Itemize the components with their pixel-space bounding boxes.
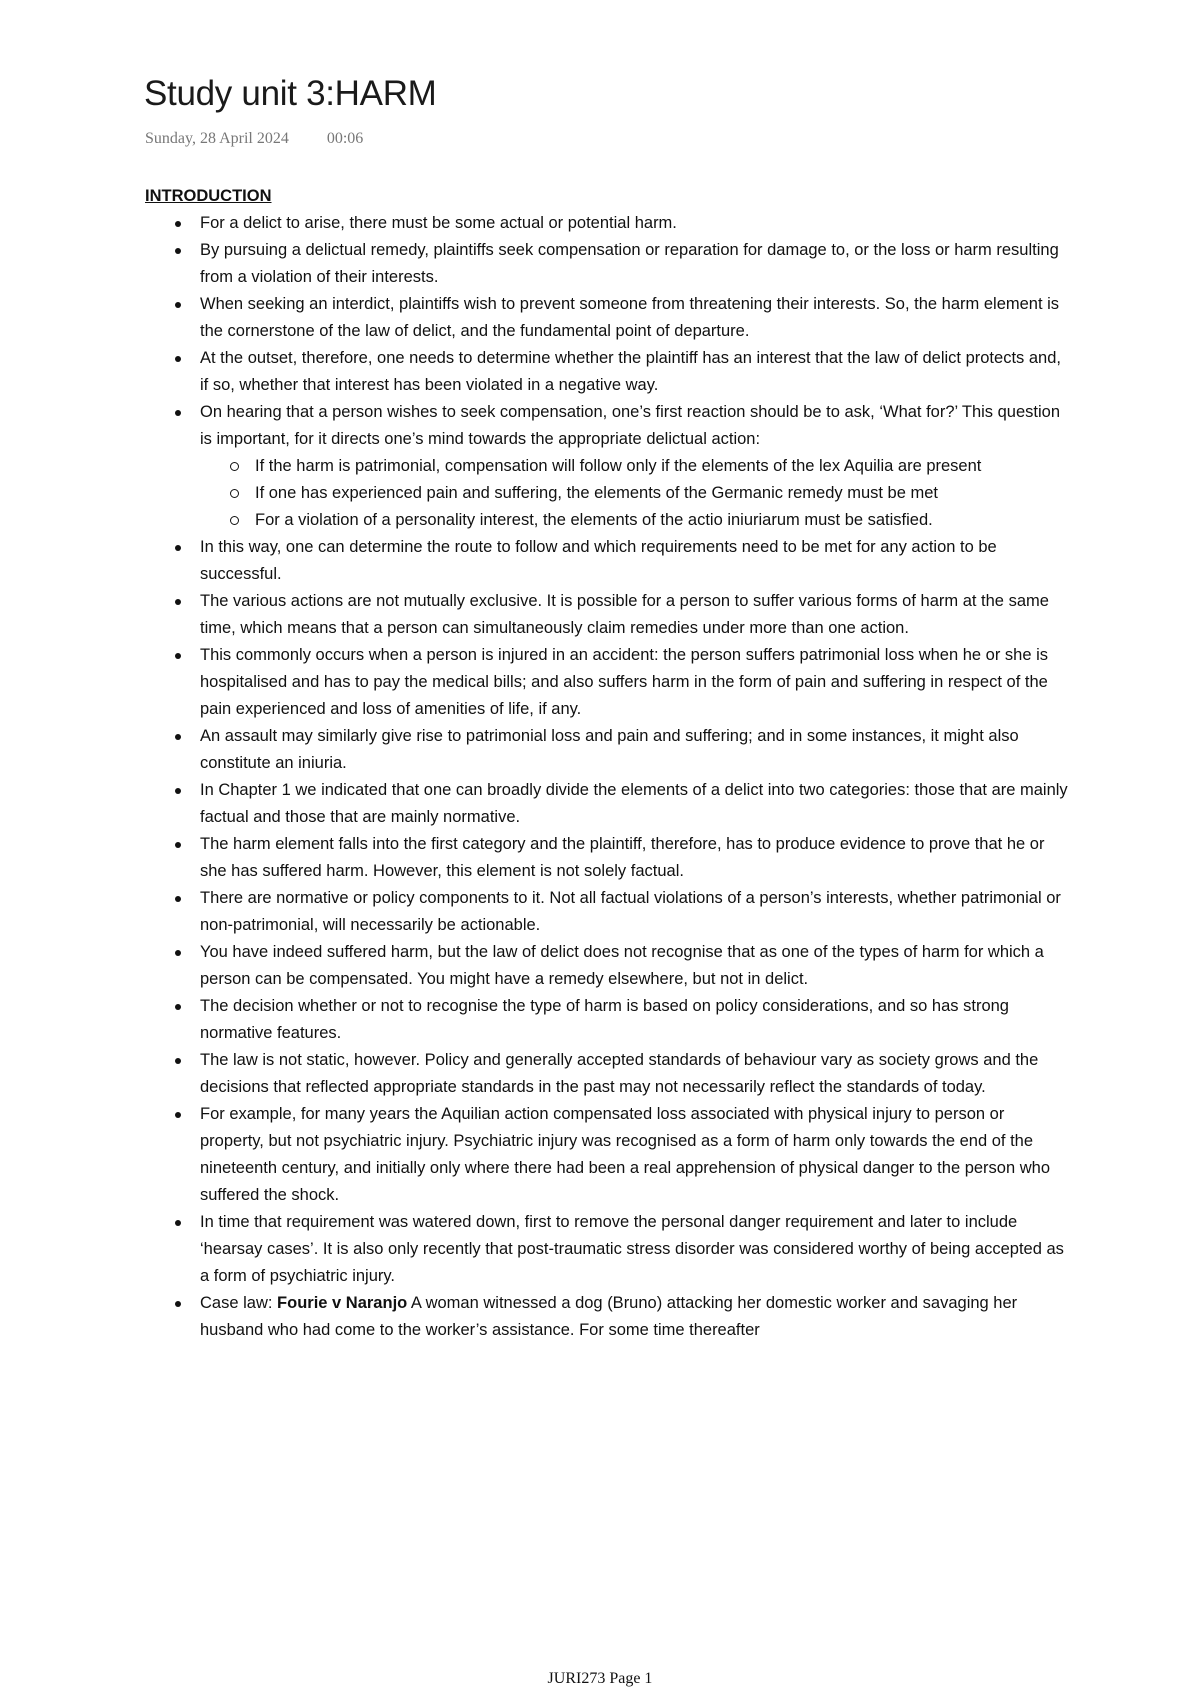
page-content [145, 183, 1070, 1344]
case-name: Fourie v Naranjo [277, 1294, 408, 1312]
page-title: Study unit 3:HARM [144, 74, 437, 113]
case-law-label: Case law: [200, 1294, 278, 1312]
sub-list-item: For a violation of a personality interest, the elements of the actio iniuriarum must be satisfied. [200, 507, 1070, 534]
list-item [145, 399, 1070, 534]
list-item: You have indeed suffered harm, but the law of delict does not recognise that as one of the types of harm for which a person can be compensated. You might have a remedy elsewhere, but not in delict. [145, 939, 1070, 993]
section-heading: INTRODUCTION [145, 187, 272, 205]
list-item: At the outset, therefore, one needs to determine whether the plaintiff has an interest that the law of delict protects and, if so, whether that interest has been violated in a negative way. [145, 345, 1070, 399]
list-item: In this way, one can determine the route to follow and which requirements need to be met for any action to be successful. [145, 534, 1070, 588]
list-item: For a delict to arise, there must be some actual or potential harm. [145, 210, 1070, 237]
list-item: In Chapter 1 we indicated that one can broadly divide the elements of a delict into two categories: those that are mainly factual and those that are mainly normative. [145, 777, 1070, 831]
list-item: The law is not static, however. Policy and generally accepted standards of behaviour vary as society grows and the decisions that reflected appropriate standards in the past may not necessarily reflect the standards of today. [145, 1047, 1070, 1101]
list-item: There are normative or policy components to it. Not all factual violations of a person’s interests, whether patrimonial or non-patrimonial, will necessarily be actionable. [145, 885, 1070, 939]
sub-bullet-list [200, 453, 1070, 534]
list-item-text: On hearing that a person wishes to seek compensation, one’s first reaction should be to ask, ‘What for?’ This question is important, for it directs one’s mind towards the appropriate delictual action: [200, 403, 1061, 448]
list-item: This commonly occurs when a person is injured in an accident: the person suffers patrimonial loss when he or she is hospitalised and has to pay the medical bills; and also suffers harm in the form of pain and suffering in respect of the pain experienced and loss of amenities of life, if any. [145, 642, 1070, 723]
case-law-text: A woman witnessed a dog (Bruno) attacking her domestic worker and savaging her husband who had come to the worker’s assistance. For some time thereafter [200, 1294, 1018, 1339]
list-item: When seeking an interdict, plaintiffs wish to prevent someone from threatening their interests. So, the harm element is the cornerstone of the law of delict, and the fundamental point of departure. [145, 291, 1070, 345]
list-item: The decision whether or not to recognise the type of harm is based on policy considerations, and so has strong normative features. [145, 993, 1070, 1047]
list-item: The harm element falls into the first category and the plaintiff, therefore, has to produce evidence to prove that he or she has suffered harm. However, this element is not solely factual. [145, 831, 1070, 885]
list-item: The various actions are not mutually exclusive. It is possible for a person to suffer various forms of harm at the same time, which means that a person can simultaneously claim remedies under more than one action. [145, 588, 1070, 642]
sub-list-item: If the harm is patrimonial, compensation will follow only if the elements of the lex Aquilia are present [200, 453, 1070, 480]
list-item: An assault may similarly give rise to patrimonial loss and pain and suffering; and in some instances, it might also constitute an iniuria. [145, 723, 1070, 777]
list-item: By pursuing a delictual remedy, plaintiffs seek compensation or reparation for damage to, or the loss or harm resulting from a violation of their interests. [145, 237, 1070, 291]
list-item-case-law [145, 1290, 1070, 1344]
page-footer: JURI273 Page 1 [547, 1670, 653, 1687]
list-item: For example, for many years the Aquilian action compensated loss associated with physical injury to person or property, but not psychiatric injury. Psychiatric injury was recognised as a form of harm only towards the end of the nineteenth century, and initially only where there had been a real apprehension of physical danger to the person who suffered the shock. [145, 1101, 1070, 1209]
list-item: In time that requirement was watered down, first to remove the personal danger requirement and later to include ‘hearsay cases’. It is also only recently that post-traumatic stress disorder was considered worthy of being accepted as a form of psychiatric injury. [145, 1209, 1070, 1290]
page-meta [145, 130, 363, 148]
page-date: Sunday, 28 April 2024 [145, 130, 289, 147]
bullet-list [145, 210, 1070, 1344]
page-time: 00:06 [326, 130, 364, 147]
sub-list-item: If one has experienced pain and suffering, the elements of the Germanic remedy must be met [200, 480, 1070, 507]
